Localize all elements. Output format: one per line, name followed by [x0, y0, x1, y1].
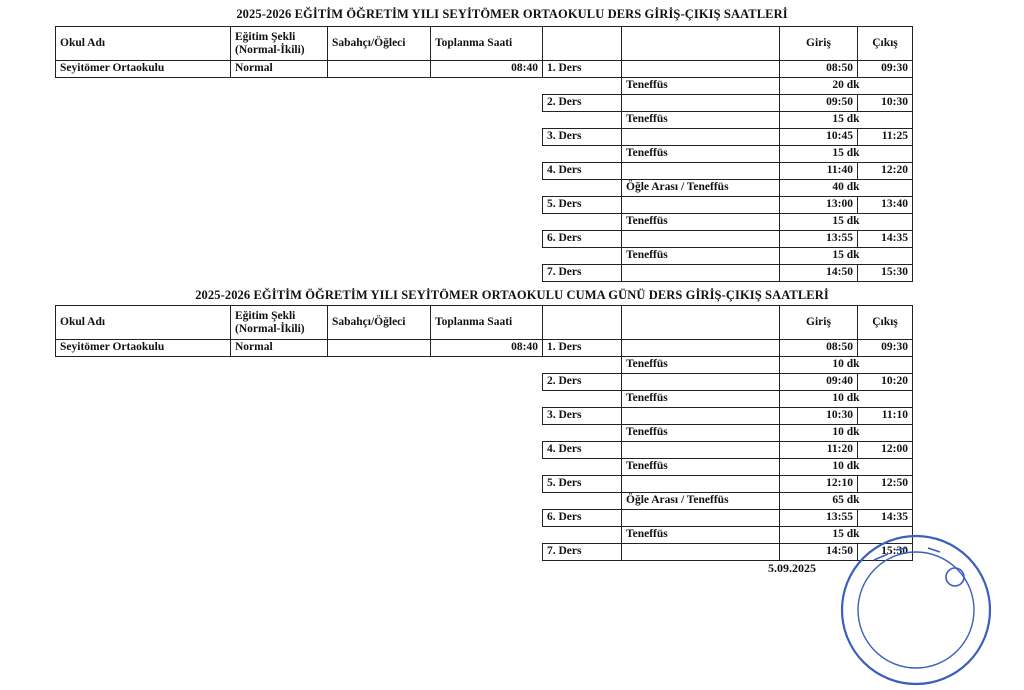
lesson-entry-time: 11:20 [779, 441, 858, 459]
schedule-title-weekday: 2025-2026 EĞİTİM ÖĞRETİM YILI SEYİTÖMER ORTAOKULU DERS GİRİŞ-ÇIKIŞ SAATLERİ [236, 7, 788, 21]
header-blank [542, 305, 622, 340]
lesson-entry-time: 13:00 [779, 196, 858, 214]
break-duration: 20 dk [779, 77, 913, 95]
lesson-blank [621, 60, 780, 78]
lesson-blank [621, 475, 780, 493]
lesson-exit-time: 09:30 [857, 60, 913, 78]
lesson-entry-time: 08:50 [779, 60, 858, 78]
break-label: Teneffüs [621, 458, 780, 476]
header-exit: Çıkış [857, 26, 913, 61]
break-label: Teneffüs [621, 247, 780, 265]
header-school: Okul Adı [55, 305, 231, 340]
header-exit: Çıkış [857, 305, 913, 340]
header-assembly-time: Toplanma Saati [430, 305, 543, 340]
shift-value [327, 60, 431, 78]
lesson-exit-time: 10:20 [857, 373, 913, 391]
lesson-exit-time: 09:30 [857, 339, 913, 357]
break-label: Öğle Arası / Teneffüs [621, 179, 780, 197]
lesson-blank [621, 407, 780, 425]
assembly-time: 08:40 [430, 60, 543, 78]
schedule-title-friday: 2025-2026 EĞİTİM ÖĞRETİM YILI SEYİTÖMER ORTAOKULU CUMA GÜNÜ DERS GİRİŞ-ÇIKIŞ SAATLERİ [195, 288, 829, 302]
header-blank [621, 26, 780, 61]
lesson-exit-time: 10:30 [857, 94, 913, 112]
lesson-blank [621, 373, 780, 391]
break-label: Teneffüs [621, 111, 780, 129]
lesson-entry-time: 09:50 [779, 94, 858, 112]
break-duration: 15 dk [779, 213, 913, 231]
lesson-blank [621, 264, 780, 282]
school-name: Seyitömer Ortaokulu [55, 339, 231, 357]
school-name: Seyitömer Ortaokulu [55, 60, 231, 78]
lesson-entry-time: 12:10 [779, 475, 858, 493]
lesson-exit-time: 12:00 [857, 441, 913, 459]
lesson-exit-time: 11:25 [857, 128, 913, 146]
schedule-table-weekday [55, 26, 912, 278]
lesson-exit-time: 12:50 [857, 475, 913, 493]
lesson-blank [621, 94, 780, 112]
header-assembly-time: Toplanma Saati [430, 26, 543, 61]
lesson-label: 6. Ders [542, 509, 622, 527]
header-shift: Sabahçı/Öğleci [327, 305, 431, 340]
break-duration: 40 dk [779, 179, 913, 197]
lesson-blank [621, 509, 780, 527]
lesson-exit-time: 11:10 [857, 407, 913, 425]
lesson-entry-time: 09:40 [779, 373, 858, 391]
lesson-label: 7. Ders [542, 264, 622, 282]
lesson-entry-time: 11:40 [779, 162, 858, 180]
lesson-label: 3. Ders [542, 407, 622, 425]
lesson-entry-time: 10:30 [779, 407, 858, 425]
lesson-entry-time: 13:55 [779, 509, 858, 527]
break-label: Teneffüs [621, 526, 780, 544]
lesson-entry-time: 14:50 [779, 543, 858, 561]
break-label: Öğle Arası / Teneffüs [621, 492, 780, 510]
document-date: 5.09.2025 [768, 561, 816, 575]
header-school: Okul Adı [55, 26, 231, 61]
lesson-entry-time: 10:45 [779, 128, 858, 146]
break-label: Teneffüs [621, 213, 780, 231]
lesson-entry-time: 08:50 [779, 339, 858, 357]
lesson-blank [621, 543, 780, 561]
lesson-label: 2. Ders [542, 373, 622, 391]
education-mode: Normal [230, 60, 328, 78]
header-entry: Giriş [779, 26, 858, 61]
lesson-exit-time: 12:20 [857, 162, 913, 180]
break-duration: 10 dk [779, 356, 913, 374]
schedule-table-friday [55, 305, 912, 557]
break-duration: 65 dk [779, 492, 913, 510]
lesson-label: 1. Ders [542, 339, 622, 357]
lesson-entry-time: 14:50 [779, 264, 858, 282]
break-duration: 15 dk [779, 526, 913, 544]
break-label: Teneffüs [621, 390, 780, 408]
header-entry: Giriş [779, 305, 858, 340]
header-blank [542, 26, 622, 61]
lesson-exit-time: 15:30 [857, 543, 913, 561]
assembly-time: 08:40 [430, 339, 543, 357]
header-education-mode: Eğitim Şekli (Normal-İkili) [230, 305, 328, 340]
break-duration: 15 dk [779, 145, 913, 163]
lesson-blank [621, 128, 780, 146]
lesson-label: 1. Ders [542, 60, 622, 78]
break-label: Teneffüs [621, 424, 780, 442]
header-blank [621, 305, 780, 340]
lesson-label: 2. Ders [542, 94, 622, 112]
break-duration: 10 dk [779, 424, 913, 442]
seal-mark [946, 568, 964, 586]
lesson-blank [621, 162, 780, 180]
lesson-label: 5. Ders [542, 196, 622, 214]
lesson-exit-time: 14:35 [857, 509, 913, 527]
lesson-exit-time: 15:30 [857, 264, 913, 282]
lesson-label: 3. Ders [542, 128, 622, 146]
break-label: Teneffüs [621, 77, 780, 95]
lesson-exit-time: 13:40 [857, 196, 913, 214]
lesson-blank [621, 196, 780, 214]
lesson-label: 4. Ders [542, 441, 622, 459]
break-label: Teneffüs [621, 356, 780, 374]
lesson-blank [621, 230, 780, 248]
education-mode: Normal [230, 339, 328, 357]
lesson-label: 5. Ders [542, 475, 622, 493]
lesson-blank [621, 441, 780, 459]
lesson-blank [621, 339, 780, 357]
break-label: Teneffüs [621, 145, 780, 163]
header-education-mode: Eğitim Şekli (Normal-İkili) [230, 26, 328, 61]
header-shift: Sabahçı/Öğleci [327, 26, 431, 61]
lesson-entry-time: 13:55 [779, 230, 858, 248]
shift-value [327, 339, 431, 357]
lesson-label: 6. Ders [542, 230, 622, 248]
break-duration: 15 dk [779, 111, 913, 129]
break-duration: 10 dk [779, 390, 913, 408]
seal-inner-ring [858, 552, 974, 668]
lesson-label: 4. Ders [542, 162, 622, 180]
break-duration: 10 dk [779, 458, 913, 476]
lesson-exit-time: 14:35 [857, 230, 913, 248]
lesson-label: 7. Ders [542, 543, 622, 561]
break-duration: 15 dk [779, 247, 913, 265]
